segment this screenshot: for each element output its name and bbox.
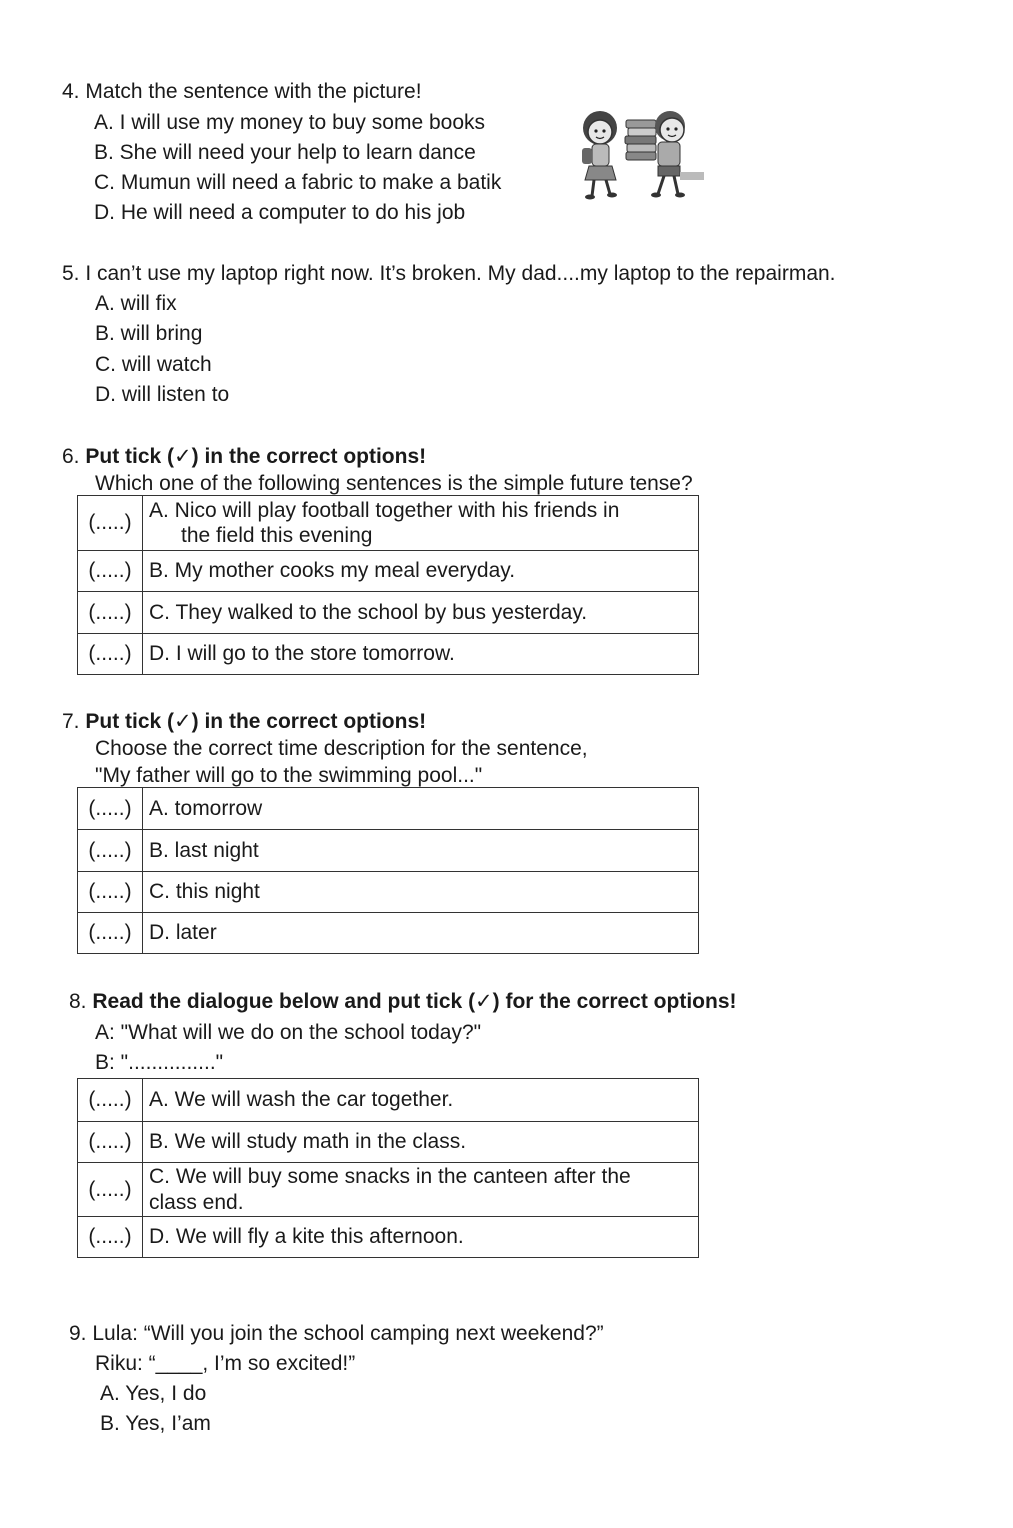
q8-option-c [143, 1163, 699, 1217]
q7-option-b: B. last night [143, 830, 699, 872]
q6-option-a-text: A. Nico will play football together with his friends in [149, 498, 620, 522]
q9-line1 [69, 1322, 604, 1346]
q8-number: 8. [69, 990, 87, 1013]
q8-option-d: D. We will fly a kite this afternoon. [143, 1217, 699, 1258]
q9-option-a[interactable]: A. Yes, I do [100, 1382, 207, 1405]
q8-tick-d[interactable]: (.....) [78, 1217, 143, 1258]
q8-tick-c[interactable]: (.....) [78, 1163, 143, 1217]
q4-option-c[interactable]: C. Mumun will need a fabric to make a batik [94, 171, 502, 194]
q4-option-d[interactable]: D. He will need a computer to do his job [94, 201, 466, 224]
q8-dialogue-b: B: "..............." [95, 1051, 224, 1074]
q4-title [62, 80, 422, 104]
q6-row-d [78, 634, 699, 675]
q7-title [62, 710, 426, 734]
q7-option-d: D. later [143, 913, 699, 954]
q6-tick-a[interactable]: (.....) [78, 496, 143, 551]
q9-option-b[interactable]: B. Yes, I’am [100, 1412, 211, 1435]
q7-question-line1: Choose the correct time description for the sentence, [95, 737, 588, 760]
q7-row-b [78, 830, 699, 872]
q8-prompt: Read the dialogue below and put tick (✓) for the correct options! [92, 990, 737, 1013]
q6-row-b [78, 551, 699, 592]
q6-row-c [78, 592, 699, 634]
q5-prompt: I can’t use my laptop right now. It’s broken. My dad....my laptop to the repairman. [85, 262, 836, 285]
q8-dialogue-a: A: "What will we do on the school today?" [95, 1021, 482, 1044]
q7-tick-c[interactable]: (.....) [78, 872, 143, 913]
q5-option-c[interactable]: C. will watch [95, 353, 212, 376]
q5-number: 5. [62, 262, 80, 285]
q5-option-a[interactable]: A. will fix [95, 292, 177, 315]
q8-options-table [77, 1078, 699, 1258]
q7-number: 7. [62, 710, 80, 733]
q5-option-d[interactable]: D. will listen to [95, 383, 230, 406]
q7-row-d [78, 913, 699, 954]
q8-row-d [78, 1217, 699, 1258]
q9-riku-line: Riku: “____, I’m so excited!” [95, 1352, 356, 1375]
q6-option-b: B. My mother cooks my meal everyday. [143, 551, 699, 592]
q6-option-a [143, 496, 699, 551]
q6-row-a [78, 496, 699, 551]
q6-number: 6. [62, 445, 80, 468]
q4-number: 4. [62, 80, 80, 103]
q8-tick-a[interactable]: (.....) [78, 1079, 143, 1122]
q5-option-b[interactable]: B. will bring [95, 322, 203, 345]
q6-tick-d[interactable]: (.....) [78, 634, 143, 675]
q8-tick-b[interactable]: (.....) [78, 1122, 143, 1163]
q4-option-b[interactable]: B. She will need your help to learn dance [94, 141, 476, 164]
q6-tick-b[interactable]: (.....) [78, 551, 143, 592]
q9-number: 9. [69, 1322, 87, 1345]
q6-option-a-cont: the field this evening [181, 524, 373, 547]
q8-option-a: A. We will wash the car together. [143, 1079, 699, 1122]
q5-title [62, 262, 836, 286]
q8-option-b: B. We will study math in the class. [143, 1122, 699, 1163]
q7-tick-d[interactable]: (.....) [78, 913, 143, 954]
q6-question: Which one of the following sentences is the simple future tense? [95, 472, 693, 495]
q7-tick-a[interactable]: (.....) [78, 788, 143, 830]
children-carrying-books-illustration [570, 100, 710, 210]
q8-row-c [78, 1163, 699, 1217]
q6-option-c: C. They walked to the school by bus yesterday. [143, 592, 699, 634]
q7-question-line2: "My father will go to the swimming pool..." [95, 764, 483, 787]
q8-option-c-cont: class end. [149, 1190, 244, 1214]
q8-row-b [78, 1122, 699, 1163]
q6-tick-c[interactable]: (.....) [78, 592, 143, 634]
q7-option-a: A. tomorrow [143, 788, 699, 830]
q9-lula-line: Lula: “Will you join the school camping next weekend?” [92, 1322, 604, 1345]
q6-option-d: D. I will go to the store tomorrow. [143, 634, 699, 675]
q7-options-table [77, 787, 699, 954]
q6-title [62, 445, 426, 469]
q7-prompt: Put tick (✓) in the correct options! [85, 710, 427, 733]
q4-option-a[interactable]: A. I will use my money to buy some books [94, 111, 485, 134]
q4-prompt: Match the sentence with the picture! [85, 80, 422, 103]
q6-prompt: Put tick (✓) in the correct options! [85, 445, 427, 468]
q6-options-table [77, 495, 699, 675]
q8-title [69, 990, 737, 1014]
q7-row-c [78, 872, 699, 913]
q8-option-c-text: C. We will buy some snacks in the canteen after the [149, 1165, 631, 1189]
q7-tick-b[interactable]: (.....) [78, 830, 143, 872]
q8-row-a [78, 1079, 699, 1122]
q7-option-c: C. this night [143, 872, 699, 913]
q7-row-a [78, 788, 699, 830]
